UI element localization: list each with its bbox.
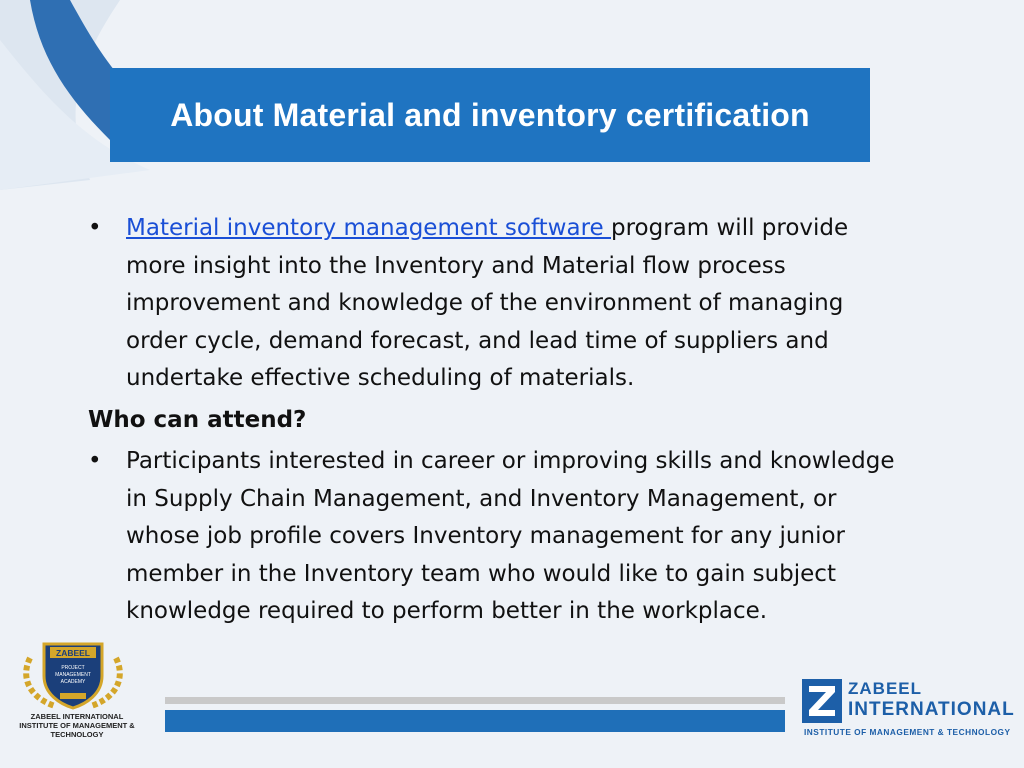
who-can-attend-heading: Who can attend? (88, 406, 307, 433)
seal-badge-line: PROJECT (61, 665, 85, 671)
bullet-symbol: • (88, 448, 102, 474)
logo-name: ZABEEL (848, 679, 922, 698)
seal-badge-line: MANAGEMENT (55, 672, 91, 678)
seal-badge-line: ACADEMY (60, 679, 86, 685)
software-link[interactable]: Material inventory management software (126, 215, 611, 241)
logo-tagline: INSTITUTE OF MANAGEMENT & TECHNOLOGY (804, 727, 1011, 737)
slide-title: About Material and inventory certification (170, 96, 810, 133)
zabeel-z-icon (800, 677, 844, 725)
bullet-item (88, 443, 898, 631)
bullet-symbol: • (88, 215, 102, 241)
logo-name: INTERNATIONAL (848, 699, 1015, 720)
footer-bar (165, 710, 785, 732)
academy-seal (20, 638, 126, 710)
zabeel-logo (800, 675, 1024, 745)
seal-caption (2, 712, 152, 739)
bullet-item (88, 210, 898, 398)
bullet-text: program will provide more insight into the Inventory and Material flow process improvement and knowledge of the environment of managing order cycle, demand forecast, and lead time of suppliers and undertake effective scheduling of materials. (126, 215, 849, 391)
footer-divider (165, 697, 785, 704)
seal-badge-line: ZABEEL (56, 648, 90, 658)
title-banner (110, 68, 870, 162)
bullet-text: Participants interested in career or improving skills and knowledge in Supply Chain Management, and Inventory Management, or whose job profile covers Inventory management for any junior member in the Inventory team who would like to gain subject knowledge required to perform better in the workplace. (126, 448, 895, 624)
seal-caption-line: INSTITUTE OF MANAGEMENT & TECHNOLOGY (19, 721, 135, 739)
seal-caption-line: ZABEEL INTERNATIONAL (30, 712, 124, 721)
slide-body (88, 210, 898, 631)
